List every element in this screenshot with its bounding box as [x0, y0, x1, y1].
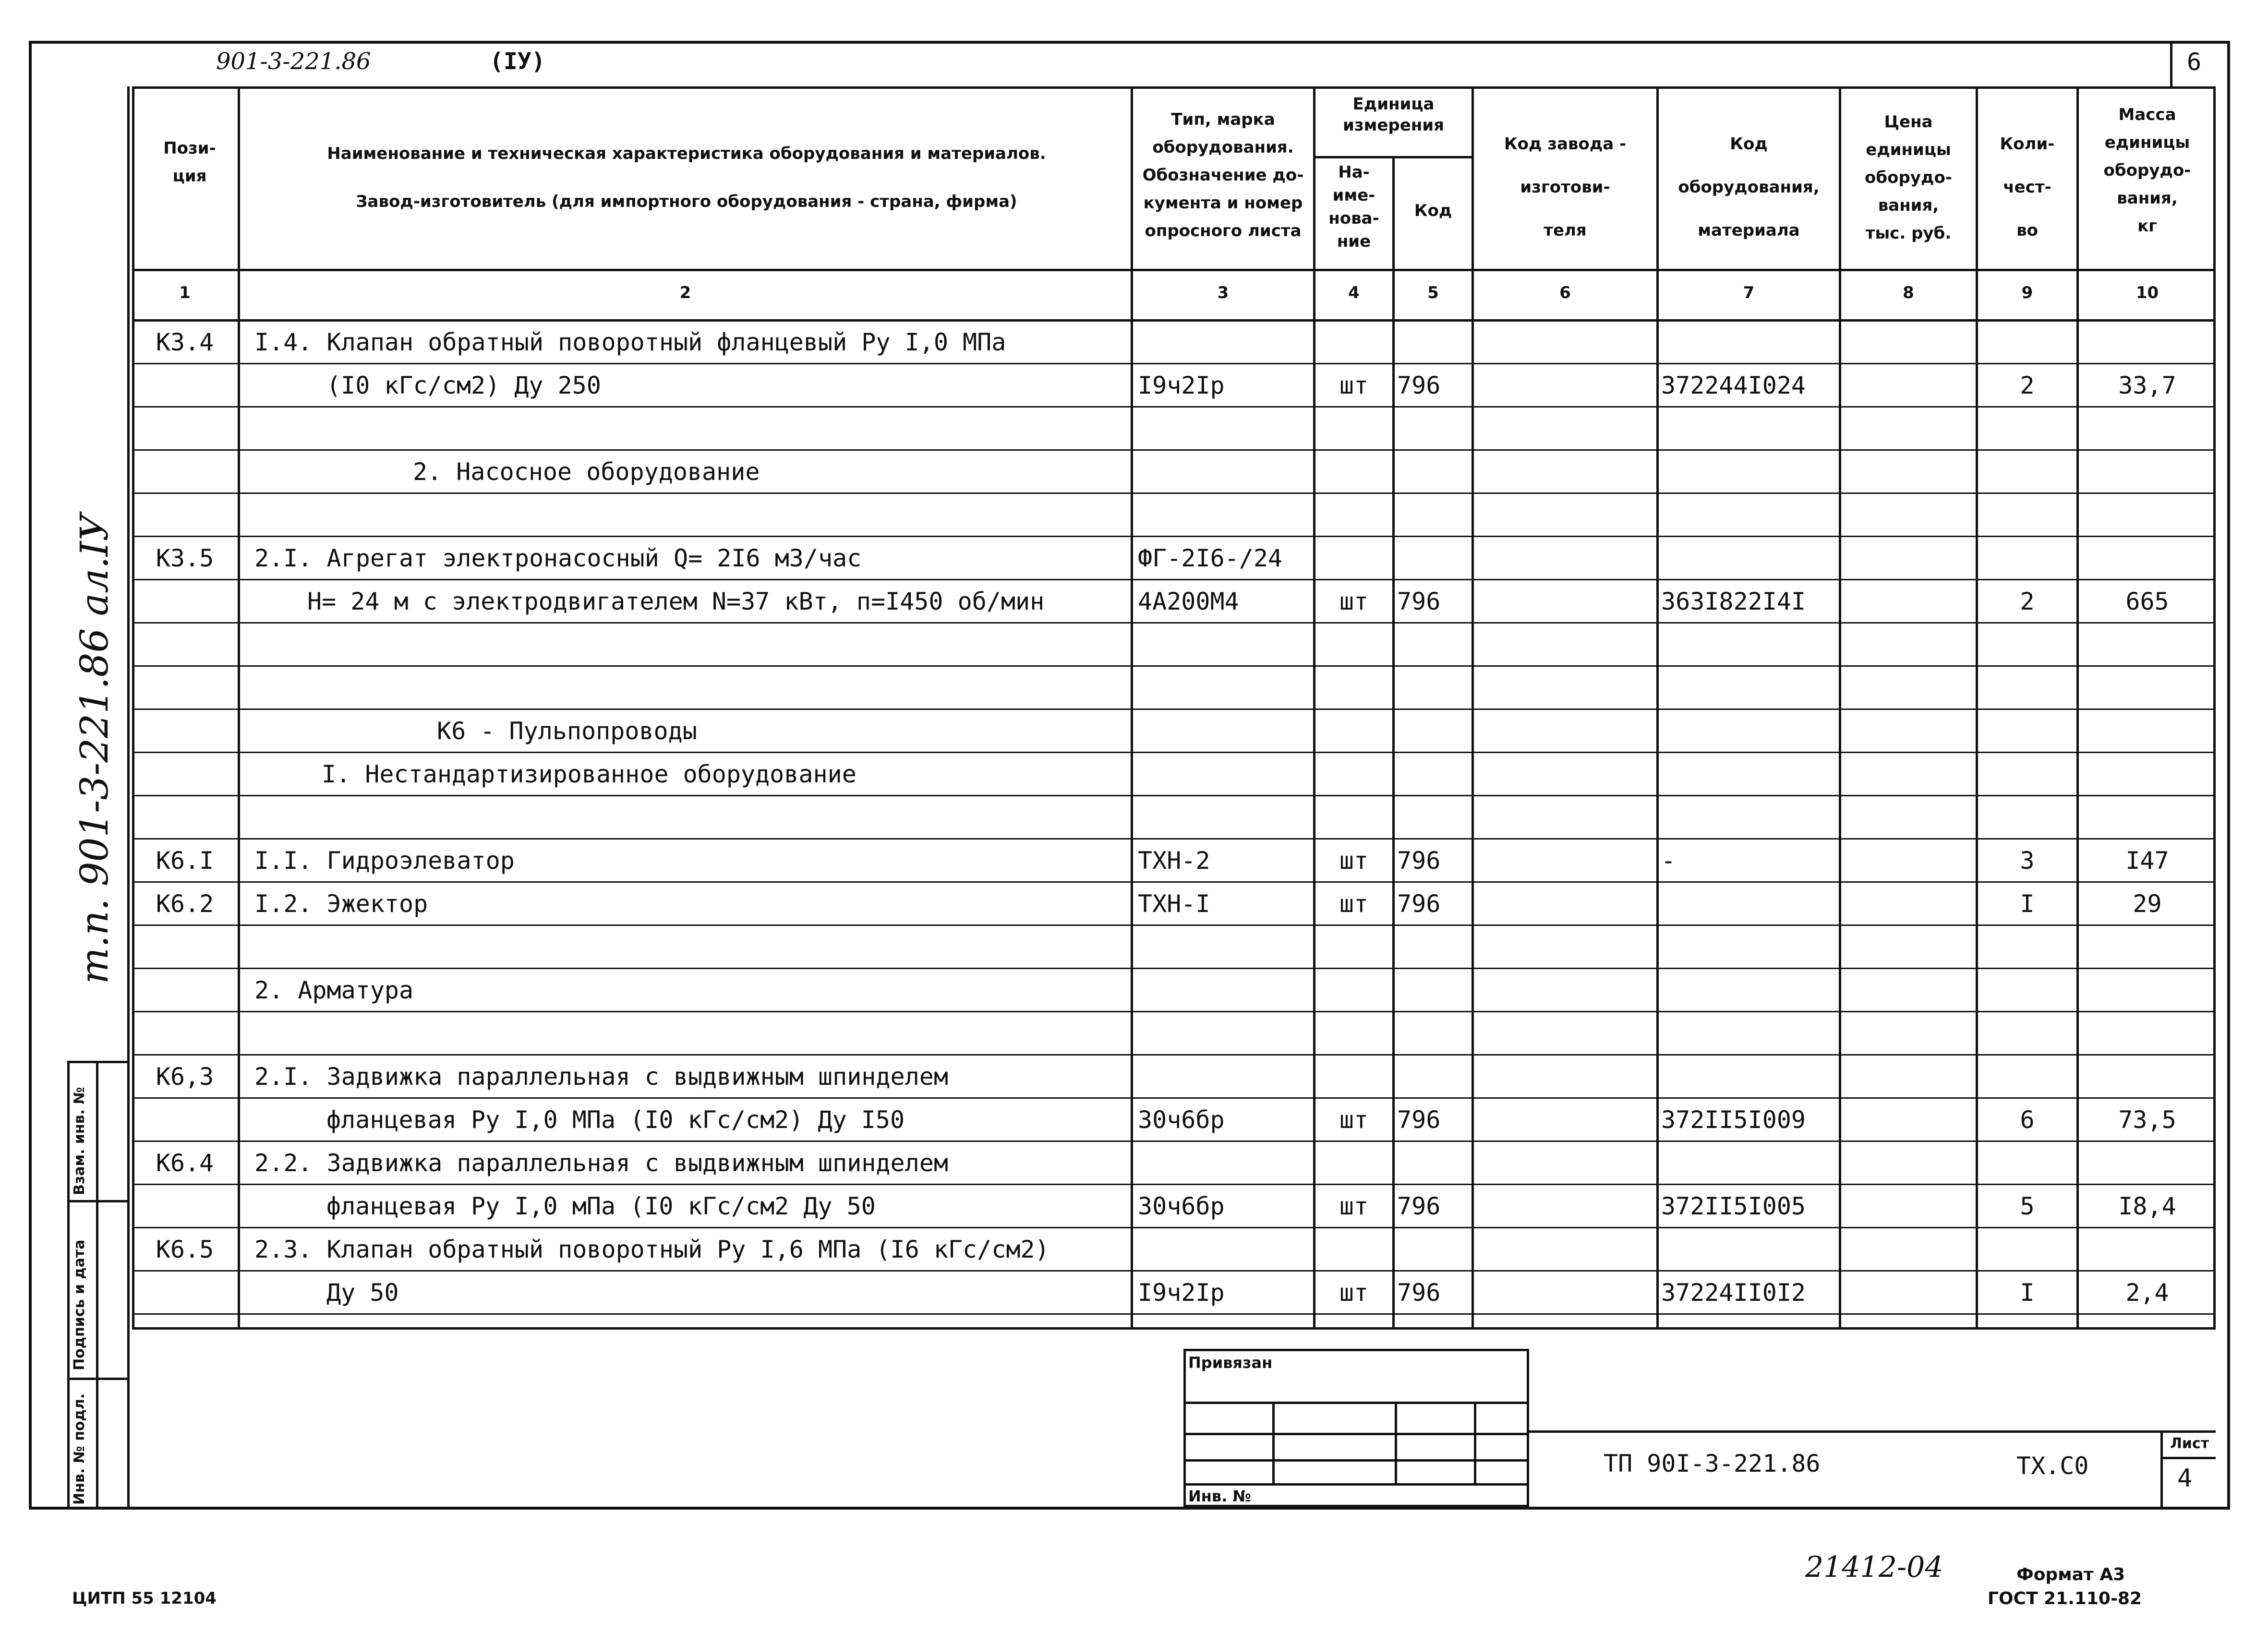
cell-equip-code: 372244I024 [1661, 372, 1806, 399]
row-divider [132, 1270, 2216, 1272]
footer-gost: ГОСТ 21.110-82 [1988, 1589, 2142, 1608]
row-divider [132, 924, 2216, 926]
row-divider [132, 579, 2216, 580]
row-divider [132, 1011, 2216, 1012]
cell-name: фланцевая Ру I,0 мПа (I0 кГс/см2 Ду 50 [326, 1192, 876, 1220]
side-stamp-inv: Инв. № подл. [71, 1393, 88, 1505]
cell-code: 796 [1397, 890, 1441, 918]
col-num-6: 6 [1559, 283, 1571, 302]
row-divider [132, 968, 2216, 969]
col-num-1: 1 [179, 283, 191, 302]
row-divider [132, 1054, 2216, 1056]
cell-unit: шт [1339, 1106, 1369, 1134]
cell-code: 796 [1397, 1106, 1441, 1134]
col-header-position: Пози- ция [163, 139, 216, 186]
footer-left: ЦИТП 55 12104 [72, 1589, 217, 1608]
row-divider [132, 406, 2216, 408]
row-divider [132, 1313, 2216, 1315]
cell-name: I. Нестандартизированное оборудование [322, 760, 857, 788]
cell-unit: шт [1339, 847, 1369, 875]
cell-qty: I [2020, 1279, 2035, 1307]
cell-mass: I47 [2125, 847, 2169, 875]
cell-mass: 33,7 [2118, 372, 2176, 399]
cell-name: H= 24 м с электродвигателем N=37 кВт, п=I450 об/мин [307, 588, 1045, 615]
cell-type: ТХН-I [1138, 890, 1210, 918]
cell-equip-code: 372II5I005 [1661, 1192, 1806, 1220]
row-divider [132, 1097, 2216, 1099]
cell-name: I.4. Клапан обратный поворотный фланцевый Ру I,0 МПа [254, 328, 1006, 356]
doc-designation: ТП 90I-3-221.86 [1604, 1450, 1821, 1477]
col-header-unit-name: На- име- нова- ние [1328, 163, 1379, 251]
cell-pos: К6.4 [156, 1149, 214, 1177]
cell-code: 796 [1397, 588, 1441, 615]
col-header-mass: Масса единицы оборудо- вания, кг [2103, 105, 2191, 236]
doc-mark: ТХ.С0 [2016, 1452, 2089, 1480]
cell-type: ТХН-2 [1138, 847, 1210, 875]
sheet-number: 6 [2187, 48, 2202, 76]
cell-mass: 29 [2133, 890, 2162, 918]
footer-handwritten: 21412-04 [1805, 1550, 1943, 1584]
cell-equip-code: 372II5I009 [1661, 1106, 1806, 1134]
cell-code: 796 [1397, 1279, 1441, 1307]
col-header-equip-code: Код оборудования, материала [1678, 134, 1820, 240]
cell-name: I.2. Эжектор [254, 890, 428, 918]
cell-name: (I0 кГс/см2) Ду 250 [326, 372, 601, 399]
cell-name: 2.3. Клапан обратный поворотный Ру I,6 МПа (I6 кГс/см2) [254, 1236, 1050, 1263]
cell-qty: 6 [2020, 1106, 2035, 1134]
cell-type: I9ч2Iр [1138, 372, 1225, 399]
cell-mass: 2,4 [2125, 1279, 2169, 1307]
privyazan-label: Привязан [1188, 1354, 1273, 1372]
row-divider [132, 449, 2216, 451]
cell-qty: I [2020, 890, 2035, 918]
cell-pos: К6,3 [156, 1063, 214, 1091]
col-num-4: 4 [1348, 283, 1360, 302]
cell-qty: 2 [2020, 588, 2035, 615]
row-divider [132, 665, 2216, 667]
cell-equip-code: 363I822I4I [1661, 588, 1806, 615]
footer-format: Формат А3 [2016, 1565, 2125, 1584]
col-header-price: Цена единицы оборудо- вания, тыс. руб. [1865, 112, 1952, 243]
cell-type: 30ч6бр [1138, 1192, 1225, 1220]
side-stamp-replace: Взам. инв. № [71, 1087, 88, 1195]
cell-mass: I8,4 [2118, 1192, 2176, 1220]
row-divider [132, 1184, 2216, 1185]
row-divider [132, 622, 2216, 624]
cell-unit: шт [1339, 890, 1369, 918]
cell-name: I.I. Гидроэлеватор [254, 847, 515, 875]
row-divider [132, 536, 2216, 537]
col-header-name: Наименование и техническая характеристика оборудования и материалов. Завод-изготовитель (для импортного оборудования - страна, фирма) [327, 144, 1046, 211]
row-divider [132, 708, 2216, 710]
col-header-plant-code: Код завода - изготови- теля [1504, 134, 1627, 240]
cell-name: Ду 50 [326, 1279, 399, 1307]
col-num-8: 8 [1903, 283, 1914, 302]
cell-code: 796 [1397, 847, 1441, 875]
cell-pos: К3.4 [156, 328, 214, 356]
row-divider [132, 492, 2216, 494]
cell-equip-code: 37224II0I2 [1661, 1279, 1806, 1307]
cell-type: 30ч6бр [1138, 1106, 1225, 1134]
cell-unit: шт [1339, 1192, 1369, 1220]
cell-type: ФГ-2I6-/24 [1138, 544, 1283, 572]
cell-qty: 5 [2020, 1192, 2035, 1220]
cell-name: К6 - Пульпопроводы [437, 717, 697, 745]
sheet-label: Лист [2170, 1435, 2209, 1452]
cell-unit: шт [1339, 1279, 1369, 1307]
cell-unit: шт [1339, 588, 1369, 615]
sheet-value: 4 [2177, 1464, 2193, 1493]
cell-unit: шт [1339, 372, 1369, 399]
cell-name: 2. Арматура [254, 976, 414, 1004]
side-annotation: т.п. 901-3-221.86 ал.IУ [72, 513, 117, 984]
cell-pos: К6.2 [156, 890, 214, 918]
spec-table [132, 86, 2216, 1330]
cell-equip-code: - [1661, 847, 1676, 875]
cell-pos: К6.I [156, 847, 214, 875]
col-header-unit: Единица измерения [1343, 95, 1444, 135]
album-label: (IУ) [490, 48, 545, 75]
cell-name: 2.2. Задвижка параллельная с выдвижным шпинделем [254, 1149, 948, 1177]
cell-name: 2.I. Агрегат электронасосный Q= 2I6 м3/час [254, 544, 862, 572]
cell-code: 796 [1397, 1192, 1441, 1220]
col-header-qty: Коли- чест- во [2000, 134, 2055, 240]
cell-qty: 3 [2020, 847, 2035, 875]
cell-code: 796 [1397, 372, 1441, 399]
inv-no-label: Инв. № [1188, 1487, 1251, 1505]
cell-qty: 2 [2020, 372, 2035, 399]
col-num-2: 2 [679, 283, 691, 302]
doc-code: 901-3-221.86 [216, 48, 371, 75]
cell-mass: 73,5 [2118, 1106, 2176, 1134]
col-num-9: 9 [2021, 283, 2033, 302]
col-header-type: Тип, марка оборудования. Обозначение до- кумента и номер опросного листа [1142, 110, 1304, 240]
cell-pos: К3.5 [156, 544, 214, 572]
row-divider [132, 1227, 2216, 1228]
side-stamp-signature: Подпись и дата [71, 1239, 88, 1370]
col-header-unit-code: Код [1414, 201, 1452, 220]
row-divider [132, 1140, 2216, 1142]
col-num-5: 5 [1427, 283, 1439, 302]
cell-name: фланцевая Ру I,0 МПа (I0 кГс/см2) Ду I50 [326, 1106, 905, 1134]
row-divider [132, 363, 2216, 364]
cell-type: 4А200М4 [1138, 588, 1239, 615]
cell-mass: 665 [2125, 588, 2169, 615]
row-divider [132, 752, 2216, 753]
cell-type: I9ч2Iр [1138, 1279, 1225, 1307]
cell-name: 2. Насосное оборудование [413, 458, 760, 486]
row-divider [132, 838, 2216, 840]
col-num-7: 7 [1743, 283, 1755, 302]
col-num-3: 3 [1217, 283, 1229, 302]
col-num-10: 10 [2135, 283, 2159, 302]
row-divider [132, 795, 2216, 796]
cell-name: 2.I. Задвижка параллельная с выдвижным шпинделем [254, 1063, 948, 1091]
cell-pos: К6.5 [156, 1236, 214, 1263]
row-divider [132, 881, 2216, 883]
